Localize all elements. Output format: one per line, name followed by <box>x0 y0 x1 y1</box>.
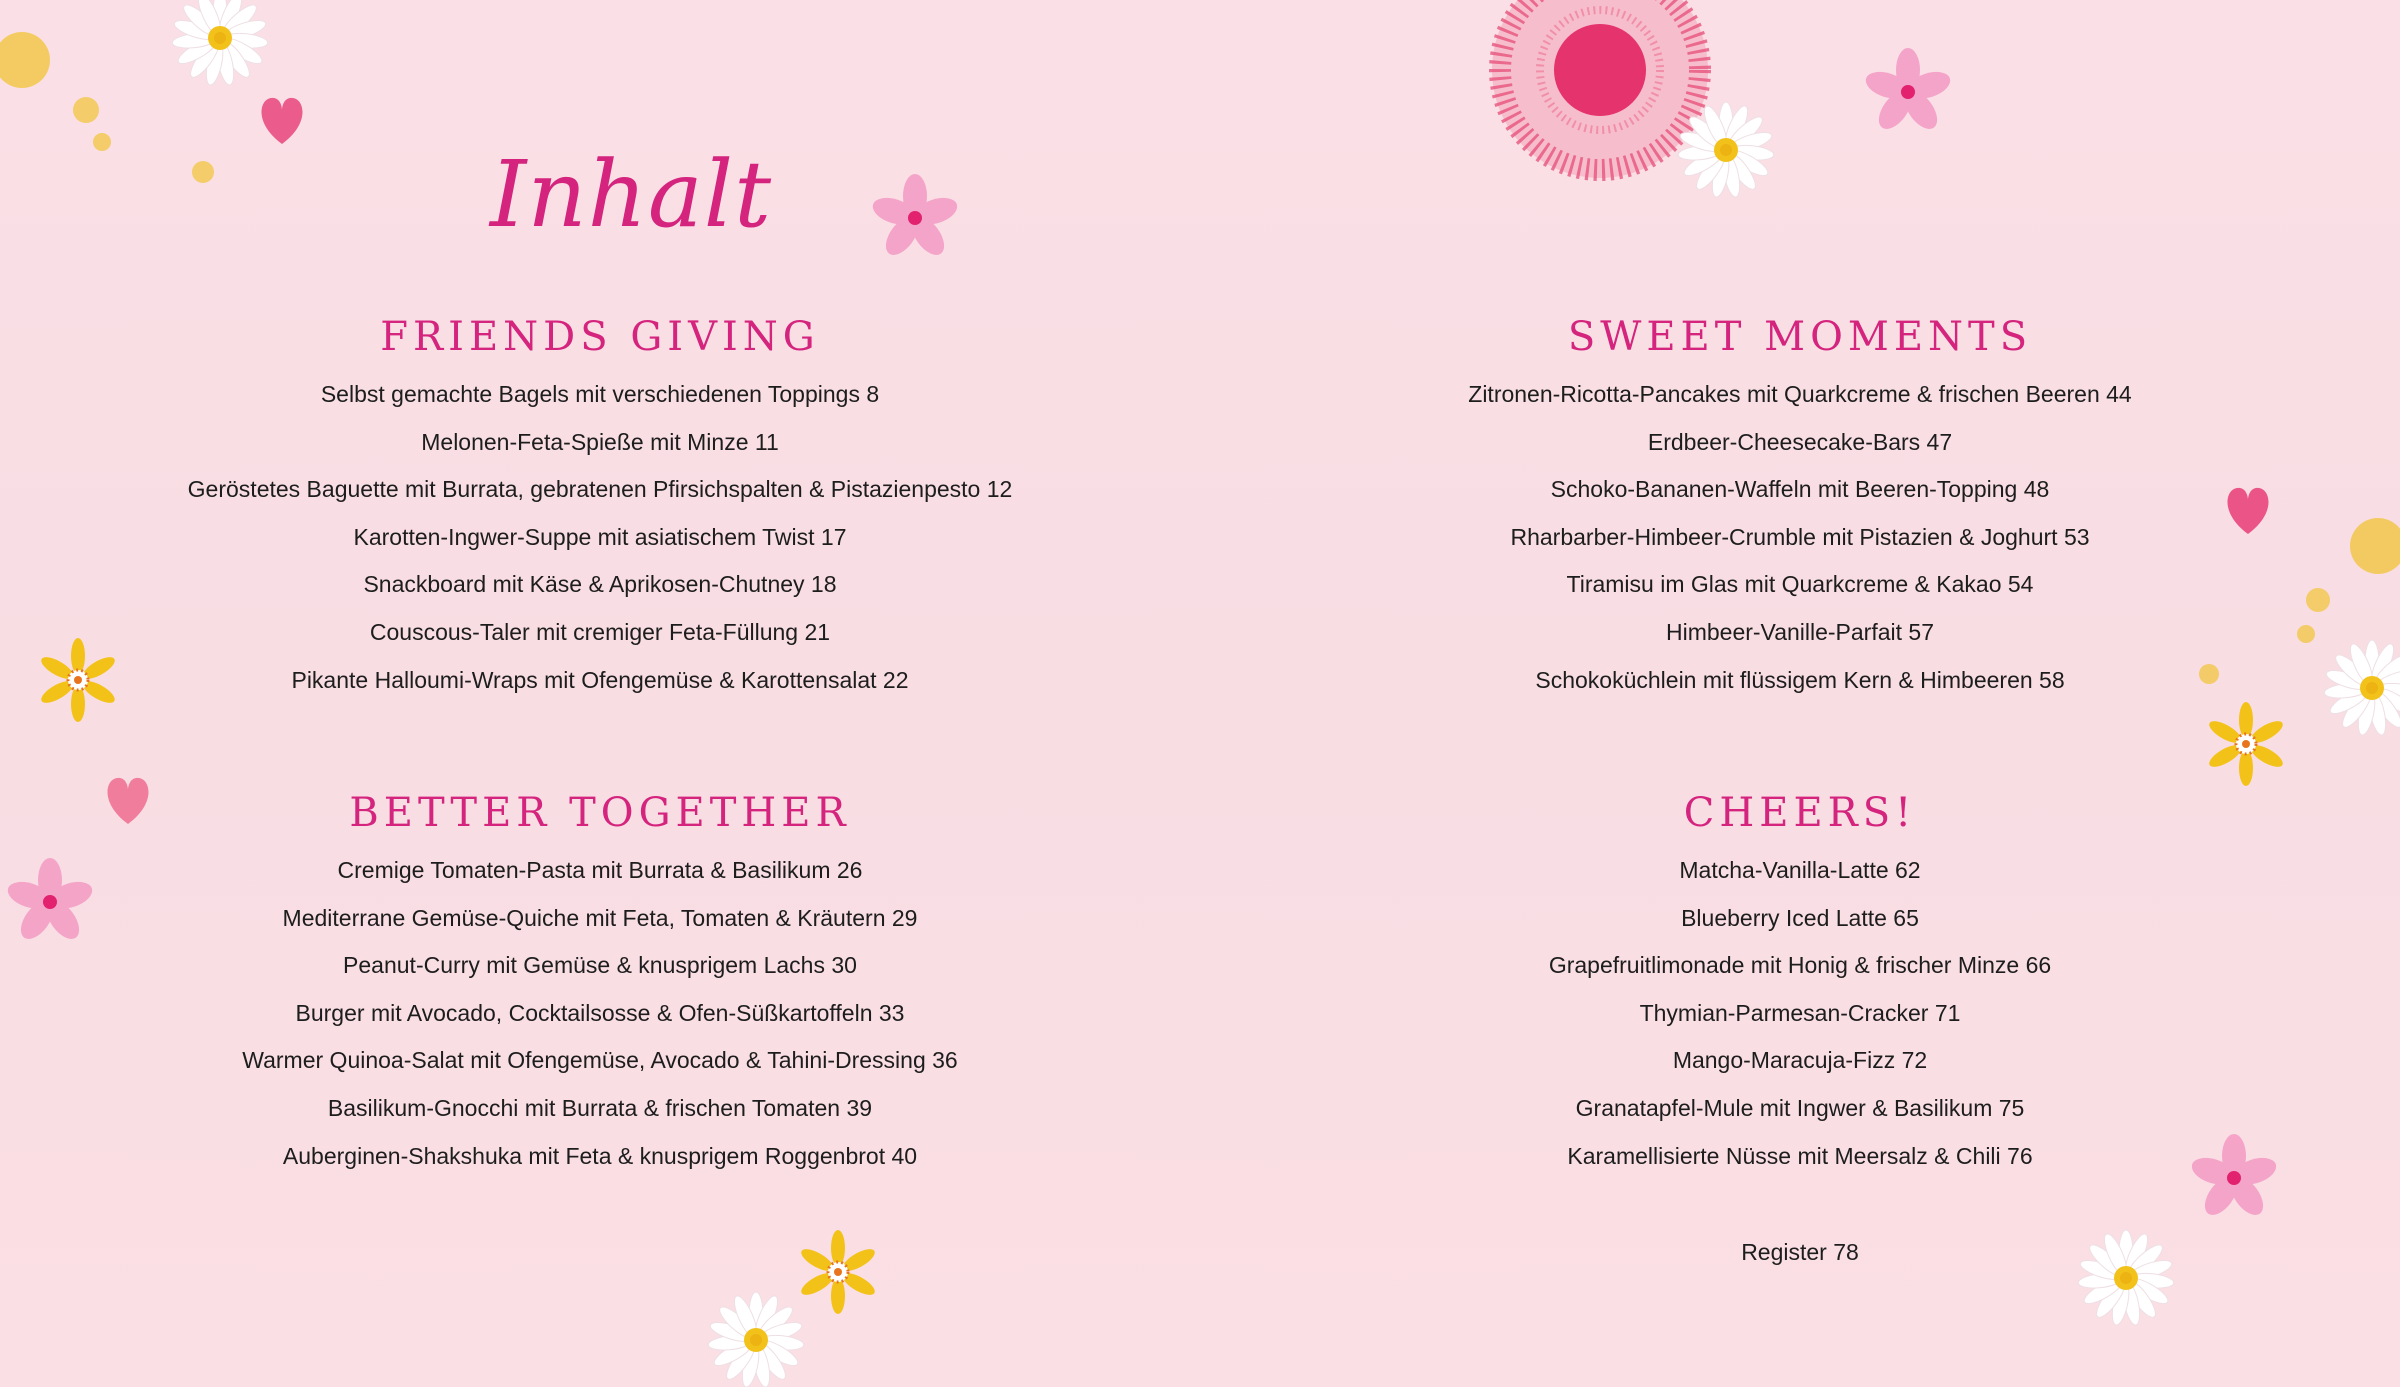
section-friends-giving <box>100 313 1100 704</box>
toc-entry: Couscous-Taler mit cremiger Feta-Füllung 21 <box>369 618 831 645</box>
pink-blossom-icon <box>869 174 960 261</box>
toc-entry: Matcha-Vanilla-Latte 62 <box>1679 857 1921 883</box>
toc-entry: Erdbeer-Cheesecake-Bars 47 <box>1647 428 1953 455</box>
toc-entry: Zitronen-Ricotta-Pancakes mit Quarkcreme & frischen Beeren 44 <box>1468 381 2132 407</box>
toc-entry: Grapefruitlimonade mit Honig & frischer Minze 66 <box>1548 952 2052 979</box>
daisy-icon <box>172 0 269 86</box>
toc-entry: Geröstetes Baguette mit Burrata, gebratenen Pfirsichspalten & Pistazienpesto 12 <box>187 476 1013 503</box>
toc-entry: Basilikum-Gnocchi mit Burrata & frischen Tomaten 39 <box>327 1094 873 1121</box>
yellow-flower-icon <box>798 1230 878 1314</box>
toc-entry: Granatapfel-Mule mit Ingwer & Basilikum 75 <box>1575 1094 2025 1121</box>
toc-entry: Karotten-Ingwer-Suppe mit asiatischem Twist 17 <box>353 523 847 550</box>
toc-entry: Thymian-Parmesan-Cracker 71 <box>1639 999 1961 1026</box>
sunburst-flower-icon <box>1492 0 1708 178</box>
daisy-icon <box>2324 640 2400 736</box>
toc-entry: Burger mit Avocado, Cocktailsosse & Ofen-Süßkartoffeln 33 <box>295 999 905 1026</box>
toc-entry: Blueberry Iced Latte 65 <box>1681 904 1919 931</box>
toc-entry: Snackboard mit Käse & Aprikosen-Chutney 18 <box>363 571 837 598</box>
toc-entry: Tiramisu im Glas mit Quarkcreme & Kakao 54 <box>1566 571 2034 598</box>
pink-blossom-icon <box>4 858 95 945</box>
page-title: Inhalt <box>490 141 773 248</box>
heart-icon <box>262 98 303 144</box>
toc-entry: Mango-Maracuja-Fizz 72 <box>1672 1047 1928 1074</box>
toc-entry: Karamellisierte Nüsse mit Meersalz & Chili 76 <box>1567 1142 2033 1169</box>
toc-entry: Warmer Quinoa-Salat mit Ofengemüse, Avocado & Tahini-Dressing 36 <box>242 1047 958 1074</box>
daisy-icon <box>708 1292 805 1387</box>
toc-entry: Mediterrane Gemüse-Quiche mit Feta, Tomaten & Kräutern 29 <box>282 904 918 931</box>
section-heading: FRIENDS GIVING <box>380 314 820 360</box>
toc-entry: Peanut-Curry mit Gemüse & knusprigem Lachs 30 <box>343 952 857 979</box>
yellow-flower-icon <box>2206 702 2286 786</box>
section-heading: BETTER TOGETHER <box>349 790 851 836</box>
entry-list <box>100 847 1100 1180</box>
toc-entry: Schoko-Bananen-Waffeln mit Beeren-Topping 48 <box>1550 476 2050 503</box>
section-better-together <box>100 789 1100 1180</box>
toc-entry: Himbeer-Vanille-Parfait 57 <box>1665 618 1934 645</box>
entry-list <box>1300 371 2300 704</box>
entry-list <box>1300 847 2300 1180</box>
section-heading: SWEET MOMENTS <box>1567 314 2033 360</box>
section-sweet-moments <box>1300 313 2300 704</box>
toc-entry: Rharbarber-Himbeer-Crumble mit Pistazien & Joghurt 53 <box>1510 523 2090 550</box>
entry-list <box>100 371 1100 704</box>
toc-entry: Melonen-Feta-Spieße mit Minze 11 <box>421 428 779 455</box>
daisy-icon <box>2078 1230 2175 1326</box>
toc-entry: Cremige Tomaten-Pasta mit Burrata & Basilikum 26 <box>337 857 863 883</box>
section-heading: CHEERS! <box>1683 790 1917 836</box>
toc-entry: Selbst gemachte Bagels mit verschiedenen Toppings 8 <box>320 381 880 407</box>
toc-entry: Pikante Halloumi-Wraps mit Ofengemüse & Karottensalat 22 <box>291 666 909 693</box>
toc-entry: Auberginen-Shakshuka mit Feta & knusprigem Roggenbrot 40 <box>282 1142 918 1169</box>
section-cheers <box>1300 789 2300 1180</box>
register-entry: Register 78 <box>1741 1239 1859 1265</box>
pink-blossom-icon <box>1862 48 1953 135</box>
toc-entry: Schokoküchlein mit flüssigem Kern & Himbeeren 58 <box>1535 666 2065 693</box>
